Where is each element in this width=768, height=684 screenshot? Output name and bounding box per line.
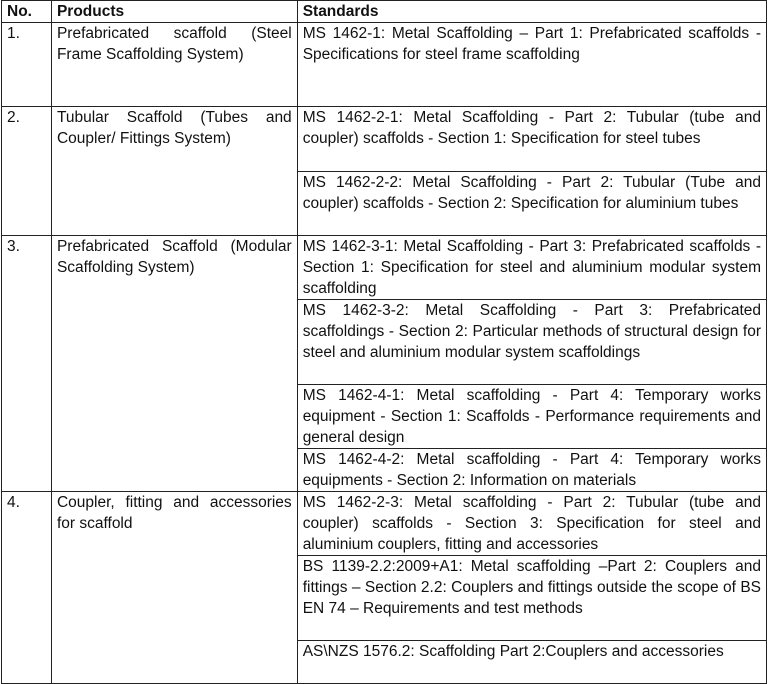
product-cell: Prefabricated Scaffold (Modular Scaffolding System) <box>51 236 297 492</box>
table-row <box>2 107 767 172</box>
row-number: 4. <box>2 492 52 684</box>
table-row <box>2 236 767 300</box>
standard-cell: MS 1462-3-1: Metal Scaffolding - Part 3: Prefabricated scaffolds - Section 1: Specification for steel and aluminium modular system scaffolding <box>297 236 766 300</box>
row-number: 3. <box>2 236 52 492</box>
product-cell: Prefabricated scaffold (Steel Frame Scaffolding System) <box>51 23 297 107</box>
standard-cell: MS 1462-1: Metal Scaffolding – Part 1: Prefabricated scaffolds - Specifications for steel frame scaffolding <box>297 23 766 107</box>
row-number: 1. <box>2 23 52 107</box>
table-row <box>2 23 767 107</box>
product-cell: Tubular Scaffold (Tubes and Coupler/ Fittings System) <box>51 107 297 236</box>
standard-cell: MS 1462-2-2: Metal Scaffolding - Part 2: Tubular (Tube and coupler) scaffolds - Section 2: Specification for aluminium tubes <box>297 172 766 236</box>
standards-table <box>1 0 767 684</box>
header-products: Products <box>51 1 297 23</box>
product-cell: Coupler, fitting and accessories for scaffold <box>51 492 297 684</box>
table-row <box>2 492 767 556</box>
standard-cell: MS 1462-3-2: Metal Scaffolding - Part 3: Prefabricated scaffoldings - Section 2: Particular methods of structural design for steel and aluminium modular system scaffoldings <box>297 300 766 385</box>
standard-cell: MS 1462-4-1: Metal scaffolding - Part 4: Temporary works equipment - Section 1: Scaffolds - Performance requirements and general design <box>297 385 766 449</box>
standard-cell: MS 1462-2-3: Metal scaffolding - Part 2: Tubular (tube and coupler) scaffolds - Section 3: Specification for steel and aluminium couplers, fitting and accessories <box>297 492 766 556</box>
standard-cell: AS\NZS 1576.2: Scaffolding Part 2:Couplers and accessories <box>297 641 766 684</box>
standard-cell: MS 1462-4-2: Metal scaffolding - Part 4: Temporary works equipments - Section 2: Information on materials <box>297 449 766 492</box>
header-no: No. <box>2 1 52 23</box>
standard-cell: BS 1139-2.2:2009+A1: Metal scaffolding –Part 2: Couplers and fittings – Section 2.2: Couplers and fittings outside the scope of BS EN 74 – Requirements and test methods <box>297 556 766 641</box>
header-row <box>2 1 767 23</box>
row-number: 2. <box>2 107 52 236</box>
header-standards: Standards <box>297 1 766 23</box>
standard-cell: MS 1462-2-1: Metal Scaffolding - Part 2: Tubular (tube and coupler) scaffolds - Section 1: Specification for steel tubes <box>297 107 766 172</box>
